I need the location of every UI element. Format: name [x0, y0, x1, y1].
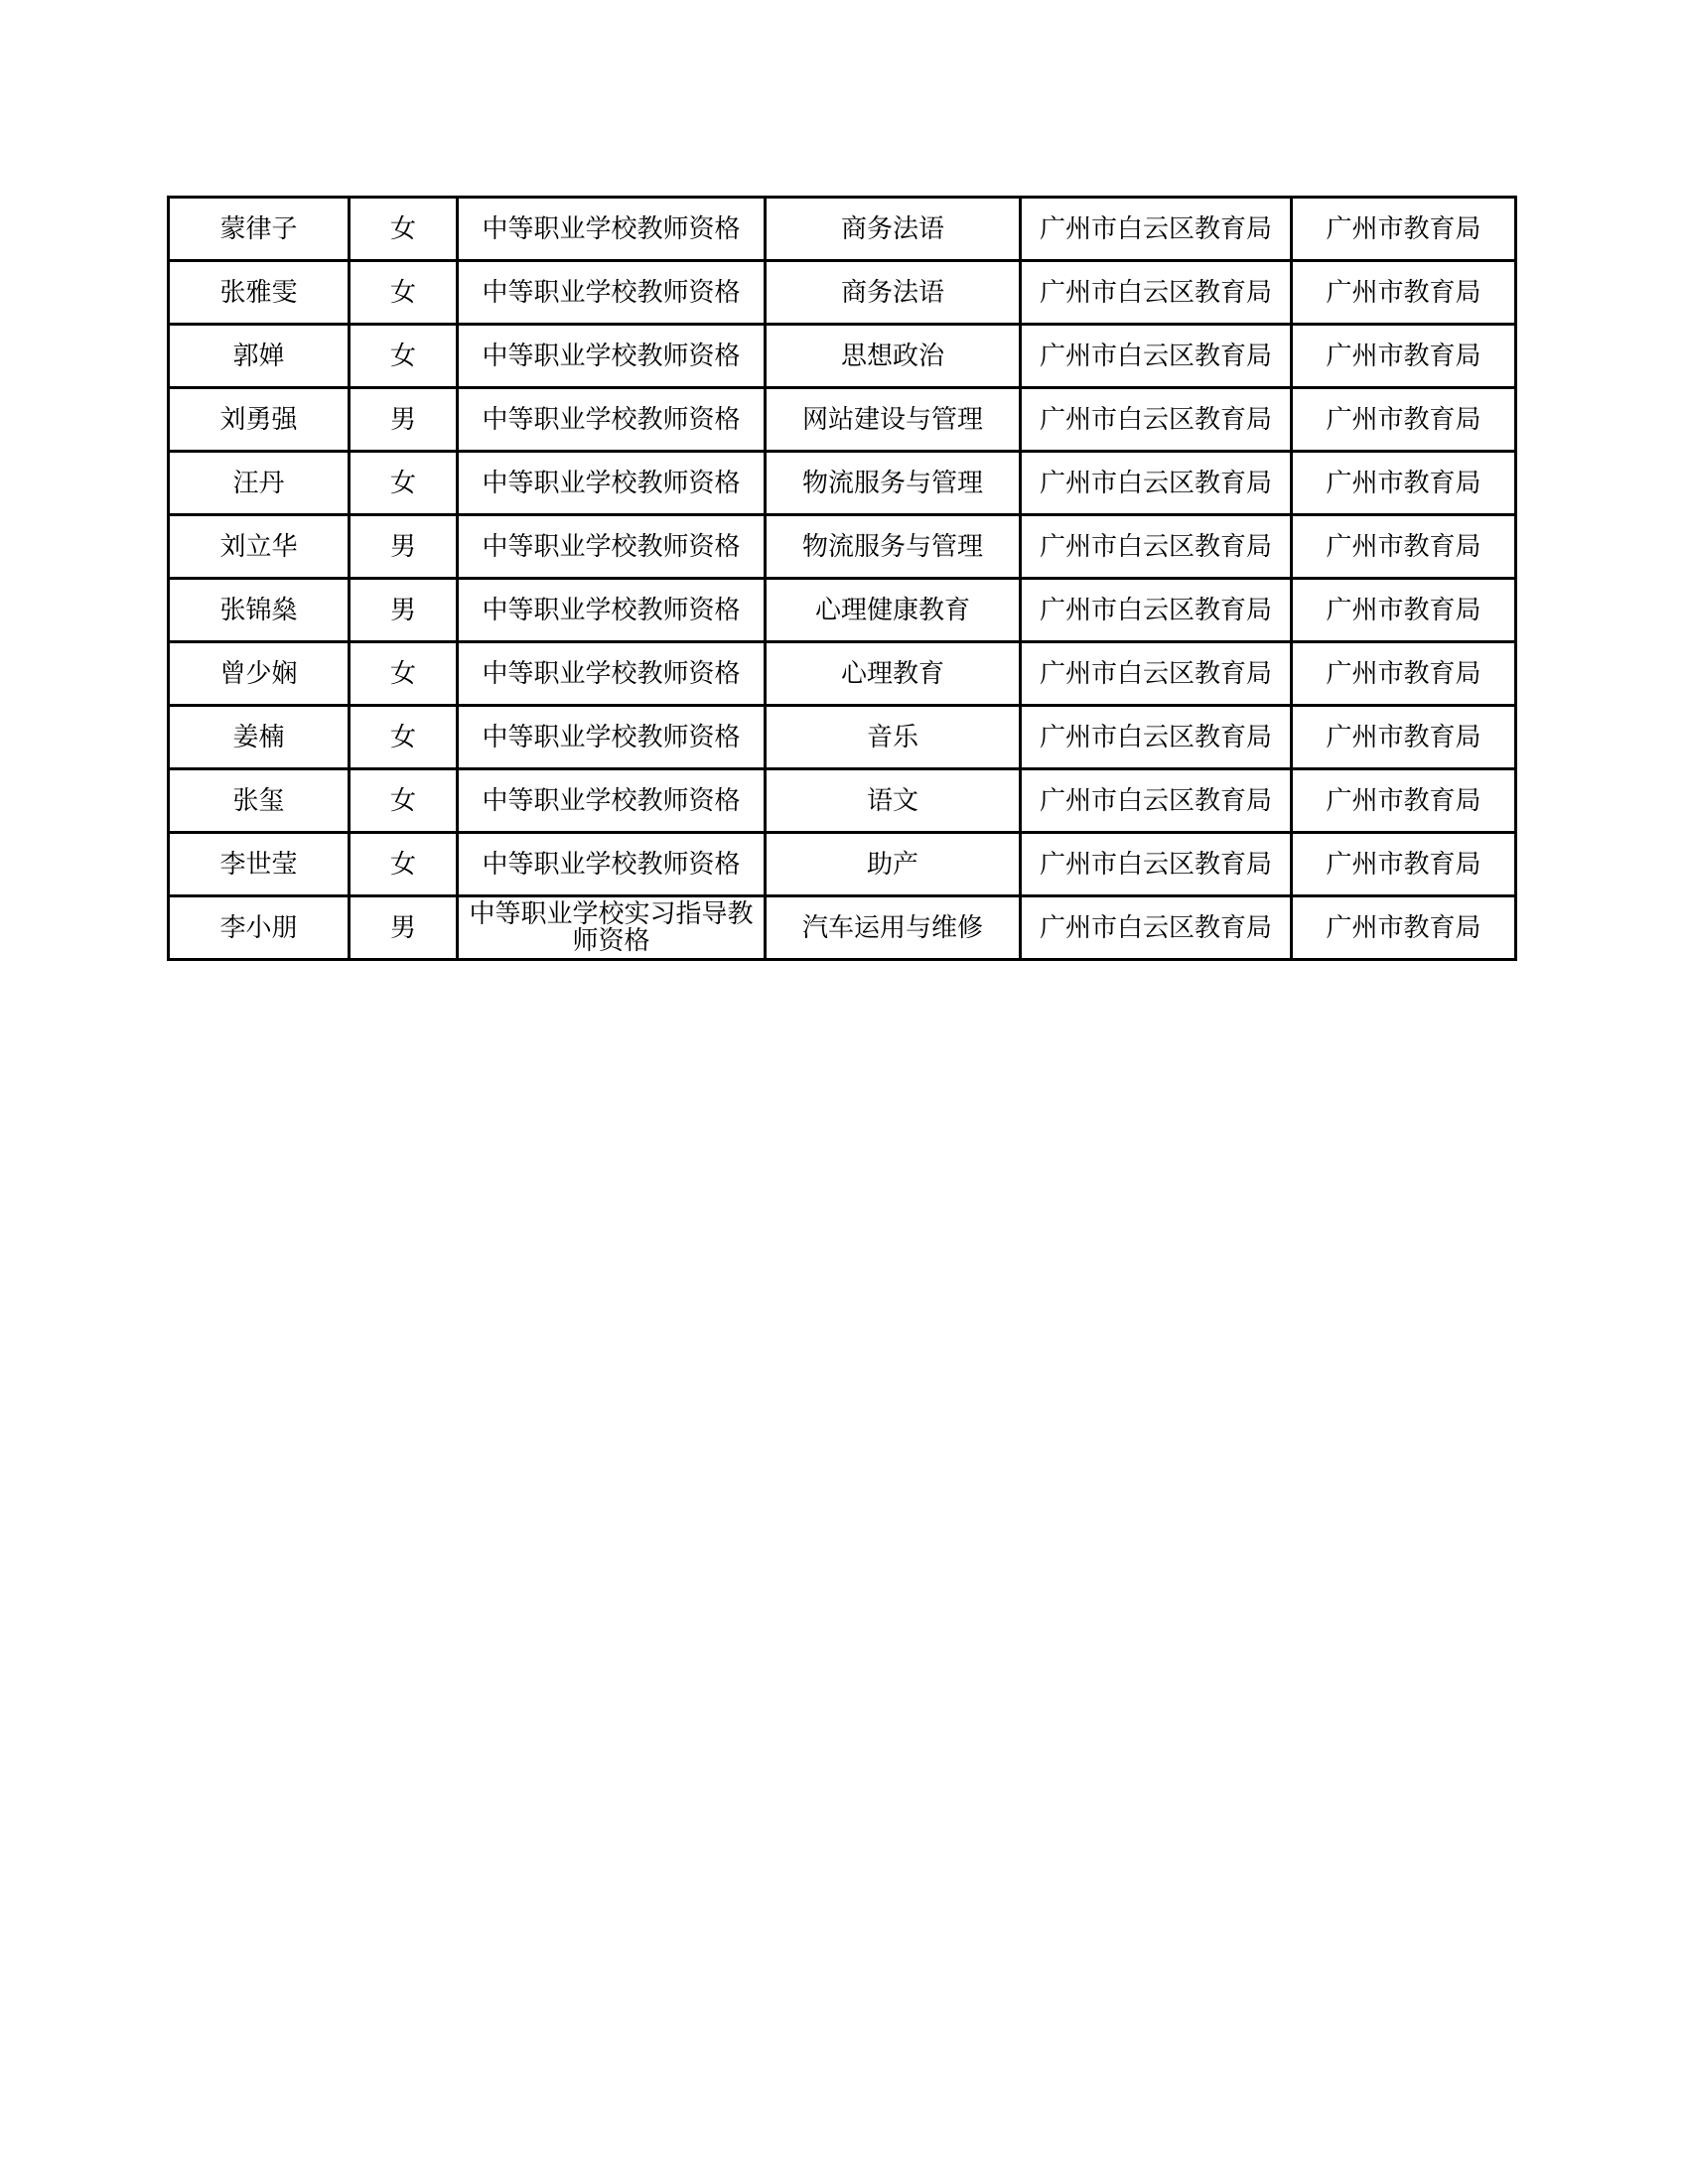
cell-name: 蒙律子	[169, 198, 350, 261]
table-row	[169, 388, 1516, 452]
cell-certificate: 中等职业学校教师资格	[458, 515, 766, 579]
cell-subject: 汽车运用与维修	[766, 896, 1021, 960]
cell-gender: 女	[350, 769, 458, 833]
cell-subject: 商务法语	[766, 198, 1021, 261]
cell-name: 张雅雯	[169, 261, 350, 325]
cell-subject: 音乐	[766, 706, 1021, 769]
cell-certificate: 中等职业学校教师资格	[458, 833, 766, 896]
cell-issued-by: 广州市教育局	[1292, 769, 1516, 833]
cell-name: 郭婵	[169, 325, 350, 388]
cell-applied-at: 广州市白云区教育局	[1021, 706, 1292, 769]
cell-name: 曾少娴	[169, 642, 350, 706]
cell-applied-at: 广州市白云区教育局	[1021, 896, 1292, 960]
cell-certificate: 中等职业学校教师资格	[458, 642, 766, 706]
cell-gender: 女	[350, 452, 458, 515]
cell-gender: 女	[350, 261, 458, 325]
table-row	[169, 642, 1516, 706]
cell-applied-at: 广州市白云区教育局	[1021, 388, 1292, 452]
cell-name: 刘立华	[169, 515, 350, 579]
cell-gender: 男	[350, 579, 458, 642]
cell-gender: 男	[350, 515, 458, 579]
cell-gender: 女	[350, 325, 458, 388]
cell-applied-at: 广州市白云区教育局	[1021, 198, 1292, 261]
cell-subject: 思想政治	[766, 325, 1021, 388]
cell-subject: 语文	[766, 769, 1021, 833]
cell-issued-by: 广州市教育局	[1292, 579, 1516, 642]
cell-certificate: 中等职业学校教师资格	[458, 325, 766, 388]
cell-name: 姜楠	[169, 706, 350, 769]
table-row	[169, 706, 1516, 769]
table-row	[169, 833, 1516, 896]
cell-certificate: 中等职业学校实习指导教师资格	[458, 896, 766, 960]
cell-gender: 女	[350, 833, 458, 896]
cell-certificate: 中等职业学校教师资格	[458, 452, 766, 515]
cell-subject: 心理教育	[766, 642, 1021, 706]
table-row	[169, 515, 1516, 579]
cell-certificate: 中等职业学校教师资格	[458, 388, 766, 452]
cell-name: 李小朋	[169, 896, 350, 960]
cell-certificate: 中等职业学校教师资格	[458, 579, 766, 642]
cell-certificate: 中等职业学校教师资格	[458, 769, 766, 833]
cell-applied-at: 广州市白云区教育局	[1021, 579, 1292, 642]
table-row	[169, 325, 1516, 388]
table-row	[169, 896, 1516, 960]
table-row	[169, 579, 1516, 642]
cell-gender: 男	[350, 896, 458, 960]
cell-subject: 物流服务与管理	[766, 452, 1021, 515]
cell-applied-at: 广州市白云区教育局	[1021, 452, 1292, 515]
cell-gender: 女	[350, 642, 458, 706]
cell-issued-by: 广州市教育局	[1292, 896, 1516, 960]
cell-gender: 女	[350, 198, 458, 261]
cell-certificate: 中等职业学校教师资格	[458, 198, 766, 261]
cell-issued-by: 广州市教育局	[1292, 452, 1516, 515]
table-row	[169, 261, 1516, 325]
cell-issued-by: 广州市教育局	[1292, 515, 1516, 579]
cell-certificate: 中等职业学校教师资格	[458, 706, 766, 769]
cell-name: 张玺	[169, 769, 350, 833]
cell-applied-at: 广州市白云区教育局	[1021, 515, 1292, 579]
cell-subject: 物流服务与管理	[766, 515, 1021, 579]
cell-name: 汪丹	[169, 452, 350, 515]
cell-certificate: 中等职业学校教师资格	[458, 261, 766, 325]
cell-subject: 网站建设与管理	[766, 388, 1021, 452]
cell-issued-by: 广州市教育局	[1292, 261, 1516, 325]
roster-table-body	[169, 198, 1516, 960]
cell-subject: 心理健康教育	[766, 579, 1021, 642]
table-row	[169, 452, 1516, 515]
cell-issued-by: 广州市教育局	[1292, 833, 1516, 896]
cell-issued-by: 广州市教育局	[1292, 325, 1516, 388]
cell-applied-at: 广州市白云区教育局	[1021, 833, 1292, 896]
cell-subject: 商务法语	[766, 261, 1021, 325]
cell-gender: 男	[350, 388, 458, 452]
table-row	[169, 769, 1516, 833]
cell-issued-by: 广州市教育局	[1292, 198, 1516, 261]
cell-name: 李世莹	[169, 833, 350, 896]
table-row	[169, 198, 1516, 261]
cell-issued-by: 广州市教育局	[1292, 706, 1516, 769]
certificate-roster-table	[167, 196, 1517, 961]
cell-name: 张锦燊	[169, 579, 350, 642]
cell-subject: 助产	[766, 833, 1021, 896]
cell-applied-at: 广州市白云区教育局	[1021, 769, 1292, 833]
cell-issued-by: 广州市教育局	[1292, 388, 1516, 452]
cell-gender: 女	[350, 706, 458, 769]
cell-applied-at: 广州市白云区教育局	[1021, 325, 1292, 388]
cell-name: 刘勇强	[169, 388, 350, 452]
cell-applied-at: 广州市白云区教育局	[1021, 261, 1292, 325]
cell-issued-by: 广州市教育局	[1292, 642, 1516, 706]
cell-applied-at: 广州市白云区教育局	[1021, 642, 1292, 706]
